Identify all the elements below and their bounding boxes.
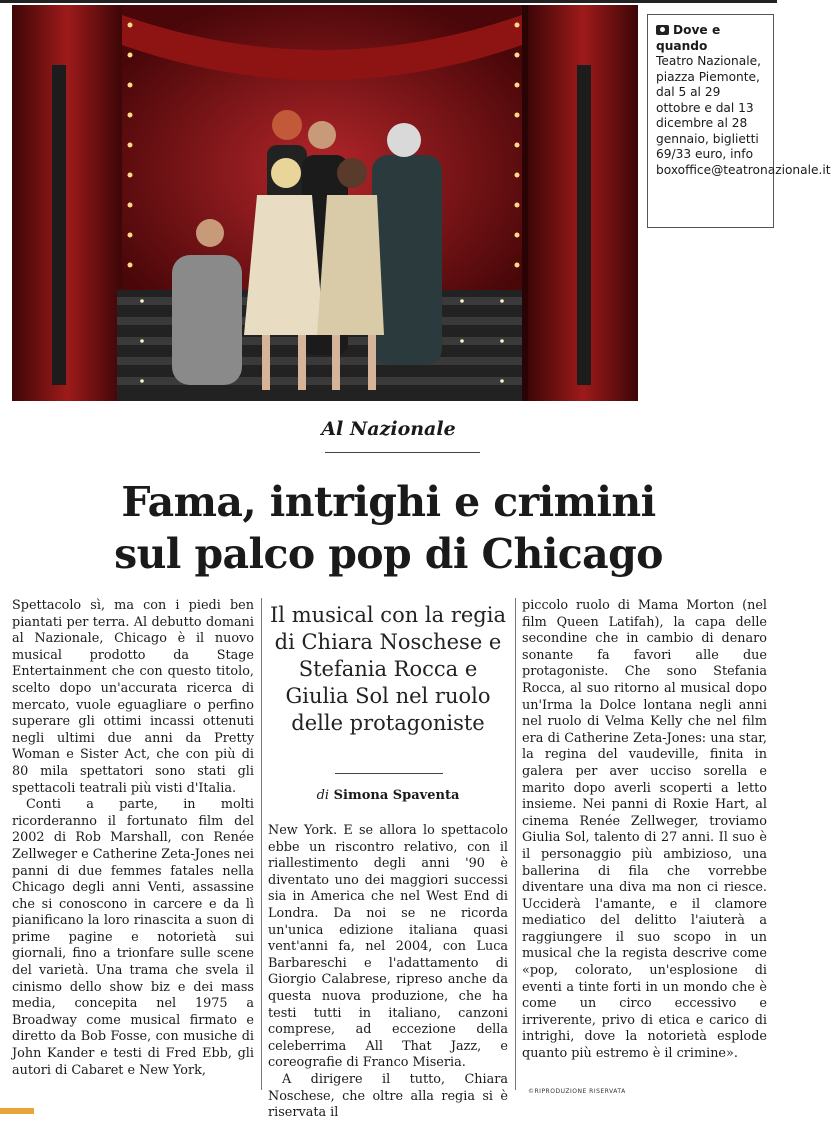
headline-line-1: Fama, intrighi e crimini <box>121 478 656 526</box>
deck-divider <box>335 773 443 774</box>
paragraph: A dirigere il tutto, Chiara Noschese, che oltre alla regia si è riservata il <box>268 1071 508 1121</box>
camera-icon <box>656 25 669 35</box>
info-box-title: Dove e quando <box>656 23 721 53</box>
column-divider <box>515 598 516 1090</box>
paragraph: New York. E se allora lo spettacolo ebbe un riscontro relativo, con il riallestimento degli anni '90 è diventato uno dei maggiori successi sia in America che nel West End di Londra. Da noi se ne ricorda un'unica edizione italiana quasi vent'anni fa, nel 2004, con Luca Barbareschi e l'adattamento di Giorgio Calabrese, ripreso anche da questa nuova produzione, che ha testi tutti in italiano, canzoni comprese, ad eccezione della celeberrima All That Jazz, e coreografie di Franco Miseria. <box>268 823 508 1071</box>
paragraph: piccolo ruolo di Mama Morton (nel film Queen Latifah), la capa delle secondine che in cambio di denaro sonante fa favori alle due protagoniste. Che sono Stefania Rocca, al suo ritorno al musical dopo un'Irma la Dolce lontana negli anni nel ruolo di Velma Kelly che nel film era di Catherine Zeta-Jones: una star, la regina del vaudeville, finita in galera per aver ucciso sorella e marito dopo averli scoperti a letto insieme. Nei panni di Roxie Hart, al cinema Renée Zellweger, troviamo Giulia Sol, talento di 27 anni. Il suo è il personaggio più ambizioso, una ballerina di fila che vorrebbe diventare una diva ma non ci riesce. Ucciderà l'amante, e il clamore mediatico del delitto l'aiuterà a raggiungere il suo scopo in un musical che la regista descrive come «pop, colorato, un'esplosione di eventi a tinte forti in un mondo che è come un circo eccessivo e irriverente, privo di etica e carico di intrighi, dove la notorietà esplode quanto più estremo è il crimine». <box>522 598 767 1062</box>
article-column-3 <box>522 598 767 1063</box>
byline-author: Simona Spaventa <box>333 788 460 803</box>
top-rule <box>0 0 777 3</box>
article-column-1 <box>12 598 254 1079</box>
paragraph: Conti a parte, in molti ricorderanno il fortunato film del 2002 di Rob Marshall, con Renée Zellweger e Catherine Zeta-Jones nei panni di due femmes fatales nella Chicago degli anni Venti, assassine che si conoscono in carcere e da lì pianificano la loro rinascita a suon di prime pagine e notorietà sui giornali, fino a trionfare sulle scene del varietà. Una trama che svela il cinismo dello show biz e dei mass media, concepita nel 1975 a Broadway come musical firmato e diretto da Bob Fosse, con musiche di John Kander e testi di Fred Ebb, gli autori di Cabaret e New York, <box>12 797 254 1078</box>
kicker-divider <box>325 452 480 453</box>
corner-marker <box>0 1108 34 1114</box>
stage-photo-illustration <box>12 5 638 401</box>
headline <box>0 476 777 580</box>
byline-prefix: di <box>316 788 330 803</box>
stage-photo <box>12 5 638 401</box>
info-box-body: Teatro Nazionale, piazza Piemonte, dal 5 al 29 ottobre e dal 13 dicembre al 28 gennaio, biglietti 69/33 euro, info boxoffice@teatronazionale.it <box>656 54 831 177</box>
section-kicker: Al Nazionale <box>321 418 456 440</box>
paragraph: Spettacolo sì, ma con i piedi ben piantati per terra. Al debutto domani al Nazionale, Chicago è il nuovo musical prodotto da Stage Entertainment che con questo titolo, scelto dopo un'accurata ricerca di mercato, vuole eguagliare o perfino superare gli ottimi incassi ottenuti negli ultimi due anni da Pretty Woman e Sister Act, che con più di 80 mila spettatori sono stati gli spettacoli teatrali più visti d'Italia. <box>12 598 254 796</box>
copyright-notice: ©RIPRODUZIONE RISERVATA <box>528 1088 626 1095</box>
byline <box>268 788 508 803</box>
article-column-2 <box>268 823 508 1122</box>
deck: Il musical con la regia di Chiara Noschese e Stefania Rocca e Giulia Sol nel ruolo delle protagoniste <box>270 603 506 735</box>
info-box <box>647 14 831 228</box>
headline-line-2: sul palco pop di Chicago <box>114 530 663 578</box>
column-divider <box>261 598 262 1090</box>
